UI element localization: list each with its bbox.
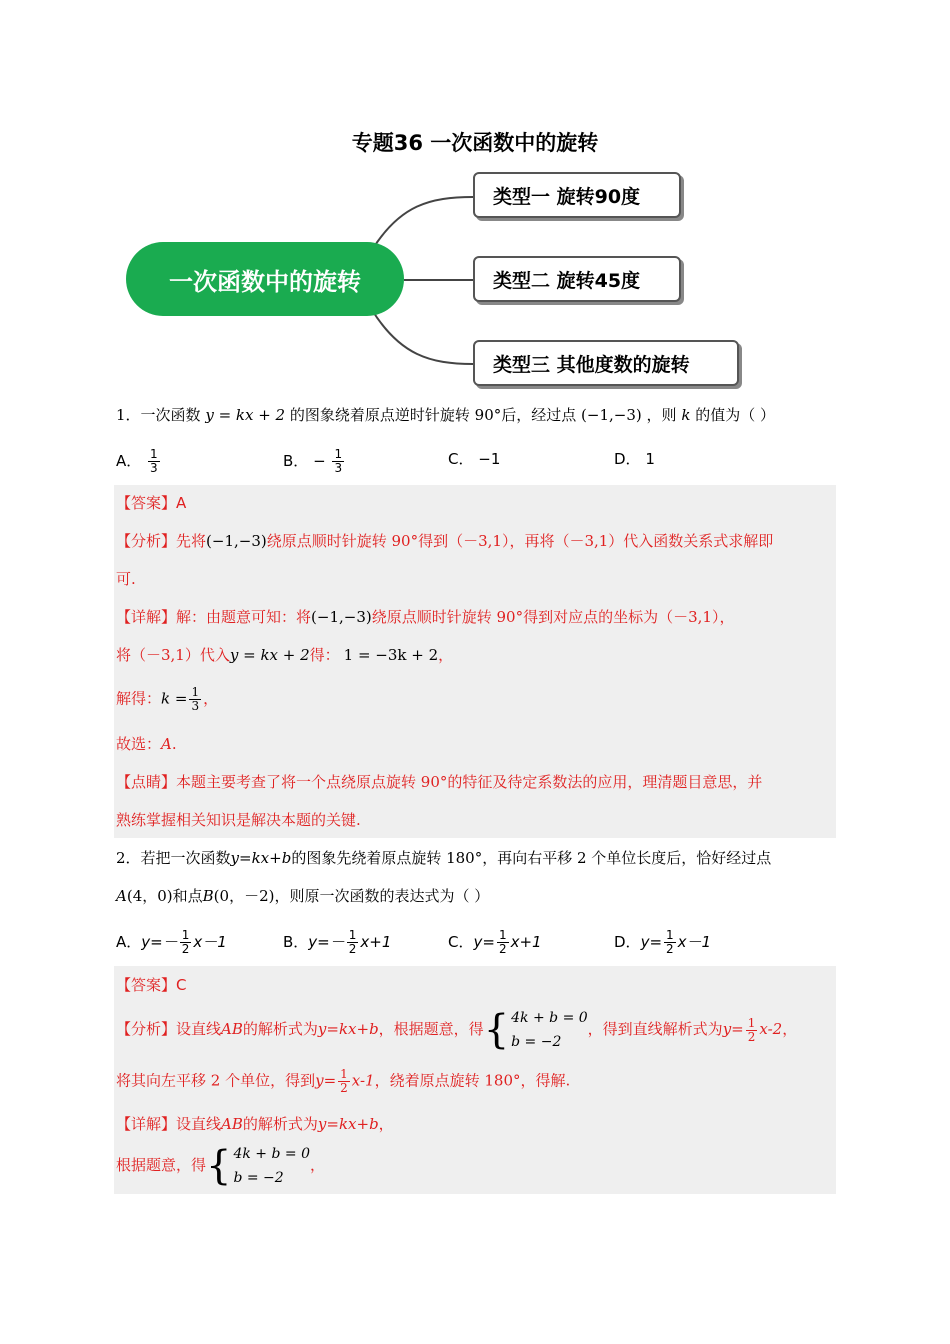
minus-sign: −: [313, 452, 326, 470]
option-value: −1: [478, 450, 501, 468]
mindmap-branch-3: 类型三 其他度数的旋转: [473, 340, 739, 386]
q1-stem: [116, 404, 775, 426]
option-label: B．: [283, 452, 309, 470]
q2-option-d: D．y= $\frac{1}{2}$ x－1: [614, 928, 712, 956]
a1-choose: 故选：A.: [116, 735, 177, 753]
a1-answer: 【答案】A: [116, 494, 187, 512]
a1-detail: 【详解】解：由题意可知：将(−1,−3)绕原点顺时针旋转 90°得到对应点的坐标为（－3,1），: [116, 608, 735, 626]
mindmap-branch-2: 类型二 旋转45度: [473, 256, 681, 302]
a1-analysis-cont: 可.: [116, 570, 136, 588]
a1-analysis: 【分析】先将(−1,−3)绕原点顺时针旋转 90°得到（－3,1），再将（－3,1）代入函数关系式求解即: [116, 532, 774, 550]
option-label: A．: [116, 452, 142, 470]
q2-stem: 2．若把一次函数y=kx+b的图象先绕着原点旋转 180°，再向右平移 2 个单位长度后，恰好经过点: [116, 849, 772, 867]
fraction: $\frac{1}{3}$: [150, 447, 158, 475]
fraction: $\frac{1}{3}$: [334, 447, 343, 475]
option-label: C．: [448, 450, 474, 468]
a2-analysis-cont: 将其向左平移 2 个单位，得到y= $\frac{1}{2}$ x-1，绕着原点旋转 180°，得解.: [116, 1067, 571, 1095]
a1-comment: 【点睛】本题主要考查了将一个点绕原点旋转 90°的特征及待定系数法的应用，理清题目意思，并: [116, 773, 763, 791]
a2-detail-system: 根据题意，得 { 4k + b = 0 b = −2 ，: [116, 1143, 326, 1189]
q1-option-c: [448, 448, 500, 470]
a2-answer: 【答案】C: [116, 976, 187, 994]
q2-option-b: B．y=－ $\frac{1}{2}$ x+1: [283, 928, 392, 956]
option-value: 1: [645, 450, 655, 468]
q2-stem-cont: A(4，0)和点B(0，－2)，则原一次函数的表达式为（ ）: [116, 887, 490, 905]
q1-stem-text-a: 1．一次函数: [116, 406, 201, 424]
mindmap-center: 一次函数中的旋转: [126, 242, 404, 316]
q1-stem-text-b: 的图象绕着原点逆时针旋转 90°后，经过点: [289, 406, 577, 424]
mindmap-branch-1: 类型一 旋转90度: [473, 172, 681, 218]
q1-stem-k: k: [681, 406, 691, 424]
q1-option-b: [283, 448, 346, 475]
a1-detail-substitute: 将（－3,1）代入y = kx + 2得： 1 = −3k + 2，: [116, 646, 454, 664]
a2-analysis: 【分析】设直线AB的解析式为y=kx+b，根据题意，得 { 4k + b = 0 b = −2 ，得到直线解析式为y= $\frac{1}{2}$ x-2，: [116, 1007, 798, 1053]
a1-solve: 解得：k = $\frac{1}{3}$ ，: [116, 685, 219, 713]
q1-stem-text-d: 的值为（ ）: [695, 406, 775, 424]
q1-stem-expr: y = kx + 2: [205, 406, 286, 424]
q1-option-a: [116, 448, 162, 475]
a1-comment-cont: 熟练掌握相关知识是解决本题的关键.: [116, 811, 361, 829]
q1-option-d: [614, 448, 655, 470]
page-title: 专题36 一次函数中的旋转: [351, 131, 599, 155]
q1-stem-text-c: ，则: [646, 406, 677, 424]
a2-detail: 【详解】设直线AB的解析式为y=kx+b，: [116, 1115, 394, 1133]
q2-option-a: A．y=－ $\frac{1}{2}$ x－1: [116, 928, 227, 956]
q2-option-c: C．y= $\frac{1}{2}$ x+1: [448, 928, 542, 956]
q1-stem-point: (−1,−3): [581, 406, 642, 424]
option-label: D．: [614, 450, 641, 468]
